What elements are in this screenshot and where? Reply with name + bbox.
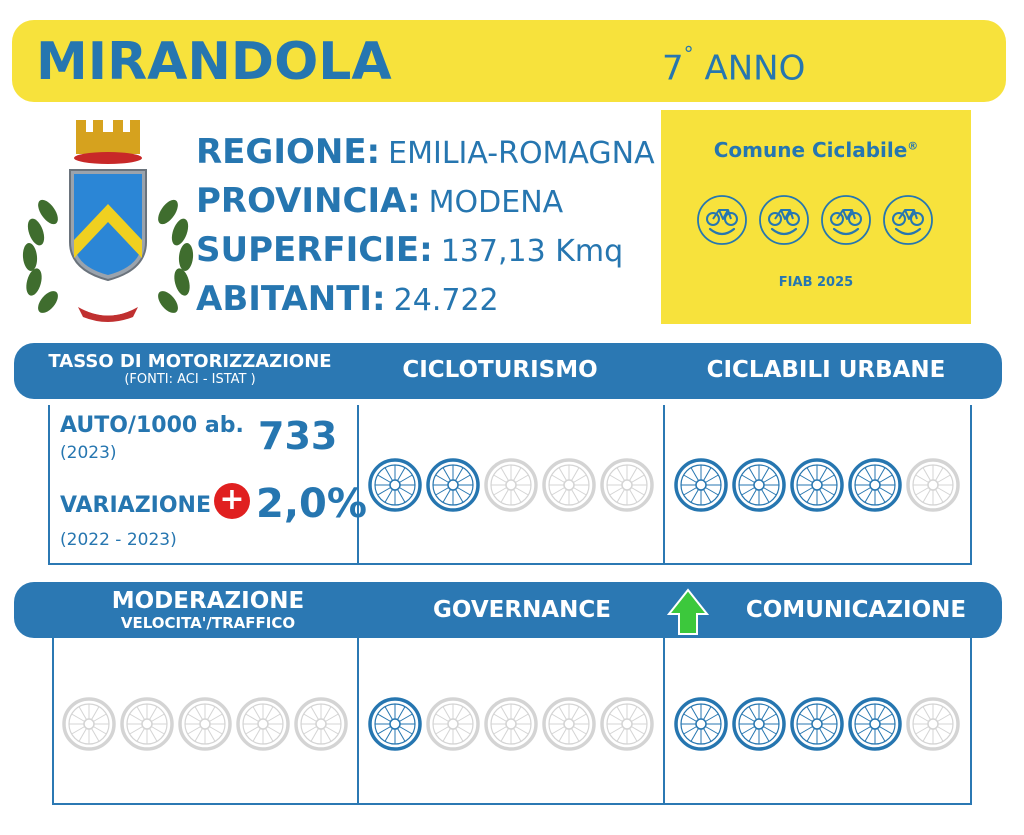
city-name: MIRANDOLA: [36, 32, 392, 92]
badge-footer: FIAB 2025: [778, 275, 854, 290]
wheel-icon-inactive: [602, 460, 652, 510]
auto-year: (2023): [60, 443, 117, 463]
variation-period: (2022 - 2023): [60, 530, 177, 550]
ciclabili-urbane-rating: [672, 455, 962, 515]
indicators-header-1: [14, 343, 1002, 399]
wheel-icon-inactive: [544, 699, 594, 749]
wheel-icon-active: [428, 460, 478, 510]
comunicazione-rating: [672, 694, 962, 754]
wheel-icon-inactive: [544, 460, 594, 510]
wheel-icon-inactive: [428, 699, 478, 749]
indicators-header-2: [14, 582, 1002, 638]
bike-smiley-icon: [822, 196, 870, 244]
plus-icon: +: [214, 483, 250, 519]
wheel-icon-inactive: [180, 699, 230, 749]
badge-title-text: Comune Ciclabile: [713, 138, 908, 162]
motorization-header: [40, 351, 340, 387]
year-degree: °: [683, 42, 694, 66]
motorization-title: TASSO DI MOTORIZZAZIONE: [48, 351, 332, 372]
info-abitanti: [196, 279, 655, 328]
wheel-icon-inactive: [908, 699, 958, 749]
edition-year: [662, 42, 806, 89]
ciclabili-urbane-header: CICLABILI URBANE: [706, 357, 946, 383]
wheel-icon-active: [676, 699, 726, 749]
wheel-icon-inactive: [64, 699, 114, 749]
panel-divider: [663, 405, 665, 565]
variation-value: 2,0%: [256, 481, 367, 527]
info-key: ABITANTI:: [196, 279, 386, 319]
panel-divider: [663, 638, 665, 805]
wheel-icon-active: [850, 699, 900, 749]
cicloturismo-header: CICLOTURISMO: [402, 357, 598, 383]
info-key: REGIONE:: [196, 132, 381, 172]
wheel-icon-active: [370, 699, 420, 749]
year-label: ANNO: [704, 48, 806, 89]
wheel-icon-inactive: [122, 699, 172, 749]
info-value: MODENA: [428, 185, 564, 220]
wheel-icon-active: [792, 699, 842, 749]
variation-label: VARIAZIONE: [60, 493, 211, 518]
moderazione-header: [74, 588, 342, 632]
info-value: 24.722: [393, 283, 499, 318]
info-regione: [196, 132, 655, 181]
wheel-icon-active: [734, 460, 784, 510]
wheel-icon-inactive: [602, 699, 652, 749]
info-key: PROVINCIA:: [196, 181, 421, 221]
auto-label: AUTO/1000 ab.: [60, 413, 244, 438]
wheel-icon-inactive: [908, 460, 958, 510]
wheel-icon-active: [734, 699, 784, 749]
coat-of-arms-icon: [18, 112, 198, 327]
up-arrow-icon: [667, 588, 709, 636]
info-key: SUPERFICIE:: [196, 230, 433, 270]
info-value: EMILIA-ROMAGNA: [388, 136, 655, 171]
registered-mark: ®: [907, 139, 919, 153]
info-provincia: [196, 181, 655, 230]
info-value: 137,13 Kmq: [440, 234, 624, 269]
city-info: [196, 132, 655, 328]
panel-divider: [357, 638, 359, 805]
wheel-icon-inactive: [238, 699, 288, 749]
bike-smiley-icon: [760, 196, 808, 244]
badge-title: [661, 138, 971, 162]
info-superficie: [196, 230, 655, 279]
cicloturismo-rating: [366, 455, 656, 515]
moderazione-rating: [60, 694, 350, 754]
motorization-sources: (FONTI: ACI - ISTAT ): [124, 372, 256, 387]
wheel-icon-inactive: [486, 699, 536, 749]
governance-rating: [366, 694, 656, 754]
governance-header: GOVERNANCE: [433, 597, 611, 623]
bike-smiley-icon: [884, 196, 932, 244]
wheel-icon-active: [792, 460, 842, 510]
comunicazione-header: COMUNICAZIONE: [745, 597, 967, 623]
wheel-icon-active: [676, 460, 726, 510]
wheel-icon-inactive: [486, 460, 536, 510]
comune-ciclabile-badge: [661, 110, 971, 324]
auto-value: 733: [258, 414, 338, 458]
moderazione-title: MODERAZIONE: [111, 588, 305, 614]
moderazione-subtitle: VELOCITA'/TRAFFICO: [120, 614, 296, 632]
title-bar: [12, 20, 1006, 102]
bike-smiley-icon: [698, 196, 746, 244]
wheel-icon-active: [850, 460, 900, 510]
year-number: 7: [662, 48, 684, 89]
bike-smiley-icons: [695, 192, 940, 248]
wheel-icon-inactive: [296, 699, 346, 749]
wheel-icon-active: [370, 460, 420, 510]
